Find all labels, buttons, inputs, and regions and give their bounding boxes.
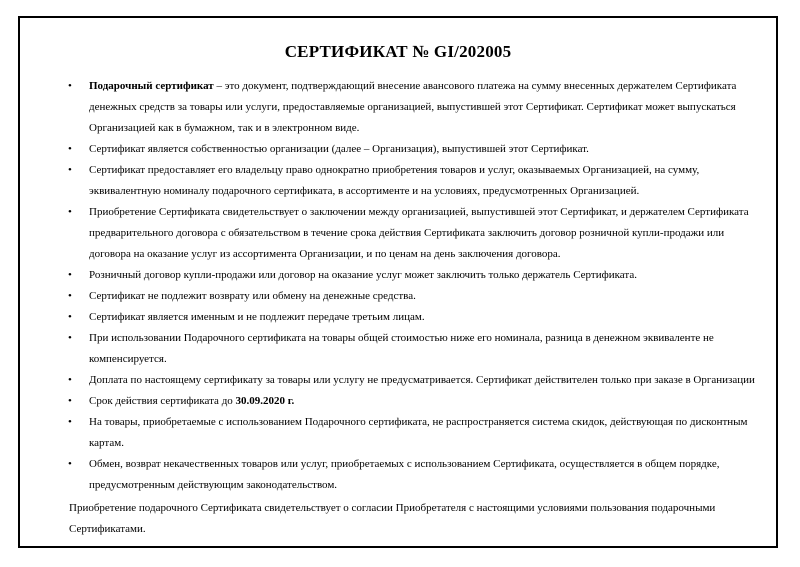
bullet-icon: • <box>68 80 72 92</box>
term-text: Сертификат является собственностью организации (далее – Организация), выпустившей этот Сертификат. <box>89 143 589 155</box>
list-item <box>68 76 768 139</box>
term-text: Срок действия сертификата до <box>89 395 236 407</box>
list-item <box>68 412 768 454</box>
term-text: Сертификат является именным и не подлежит передаче третьим лицам. <box>89 311 425 323</box>
page-title: СЕРТИФИКАТ № GI/202005 <box>284 42 512 61</box>
list-item <box>68 328 768 370</box>
bullet-icon: • <box>68 311 72 323</box>
list-item <box>68 454 768 496</box>
bullet-icon: • <box>68 290 72 302</box>
bullet-icon: • <box>68 164 72 176</box>
term-text: При использовании Подарочного сертификата на товары общей стоимостью ниже его номинала, разница в денежном эквиваленте не компенсируется. <box>89 332 714 365</box>
list-item <box>68 286 768 307</box>
bullet-icon: • <box>68 458 72 470</box>
bullet-icon: • <box>68 269 72 281</box>
list-item <box>68 391 768 412</box>
term-text: Доплата по настоящему сертификату за товары или услугу не предусматривается. Сертификат действителен только при заказе в Организации <box>89 374 755 386</box>
list-item <box>68 202 768 265</box>
bullet-icon: • <box>68 416 72 428</box>
final-paragraph: Приобретение подарочного Сертификата свидетельствует о согласии Приобретателя с настоящими условиями пользования подарочными Сертификатами. <box>69 502 716 535</box>
bullet-icon: • <box>68 395 72 407</box>
term-text: На товары, приобретаемые с использованием Подарочного сертификата, не распространяется система скидок, действующая по дисконтным картам. <box>89 416 748 449</box>
list-item <box>68 265 768 286</box>
expiry-date: 30.09.2020 г. <box>235 395 295 407</box>
term-bold-label: Подарочный сертификат <box>89 80 214 92</box>
certificate-frame <box>18 16 778 548</box>
term-text: Сертификат предоставляет его владельцу право однократно приобретения товаров и услуг, оказываемых Организацией, на сумму, эквивалентную номиналу подарочного сертификата, в ассортименте и на условиях, предусмотренных Организацией. <box>89 164 700 197</box>
list-item <box>68 307 768 328</box>
bullet-icon: • <box>68 332 72 344</box>
term-text: Приобретение Сертификата свидетельствует о заключении между организацией, выпустившей этот Сертификат, и держателем Сертификата предварительного договора с обязательством в течение срока действия Сертификата заключить договор розничной купли-продажи или договора на оказание услуг из ассортимента Организации, и по ценам на день заключения договора. <box>89 206 749 260</box>
list-item <box>68 160 768 202</box>
term-text: – это документ, подтверждающий внесение авансового платежа на сумму внесенных держателем Сертификата денежных средств за товары или услуги, предоставляемые организацией, выпустившей этот Сертификат. Сертификат может выпускаться Организацией как в бумажном, так и в электронном виде. <box>89 80 737 134</box>
list-item <box>68 370 768 391</box>
list-item <box>68 139 768 160</box>
bullet-icon: • <box>68 206 72 218</box>
term-text: Сертификат не подлежит возврату или обмену на денежные средства. <box>89 290 416 302</box>
bullet-icon: • <box>68 374 72 386</box>
term-text: Розничный договор купли-продажи или договор на оказание услуг может заключить только держатель Сертификата. <box>89 269 637 281</box>
terms-list <box>68 76 768 496</box>
term-text: Обмен, возврат некачественных товаров или услуг, приобретаемых с использованием Сертификата, осуществляется в общем порядке, предусмотренным действующим законодательством. <box>89 458 720 491</box>
bullet-icon: • <box>68 143 72 155</box>
